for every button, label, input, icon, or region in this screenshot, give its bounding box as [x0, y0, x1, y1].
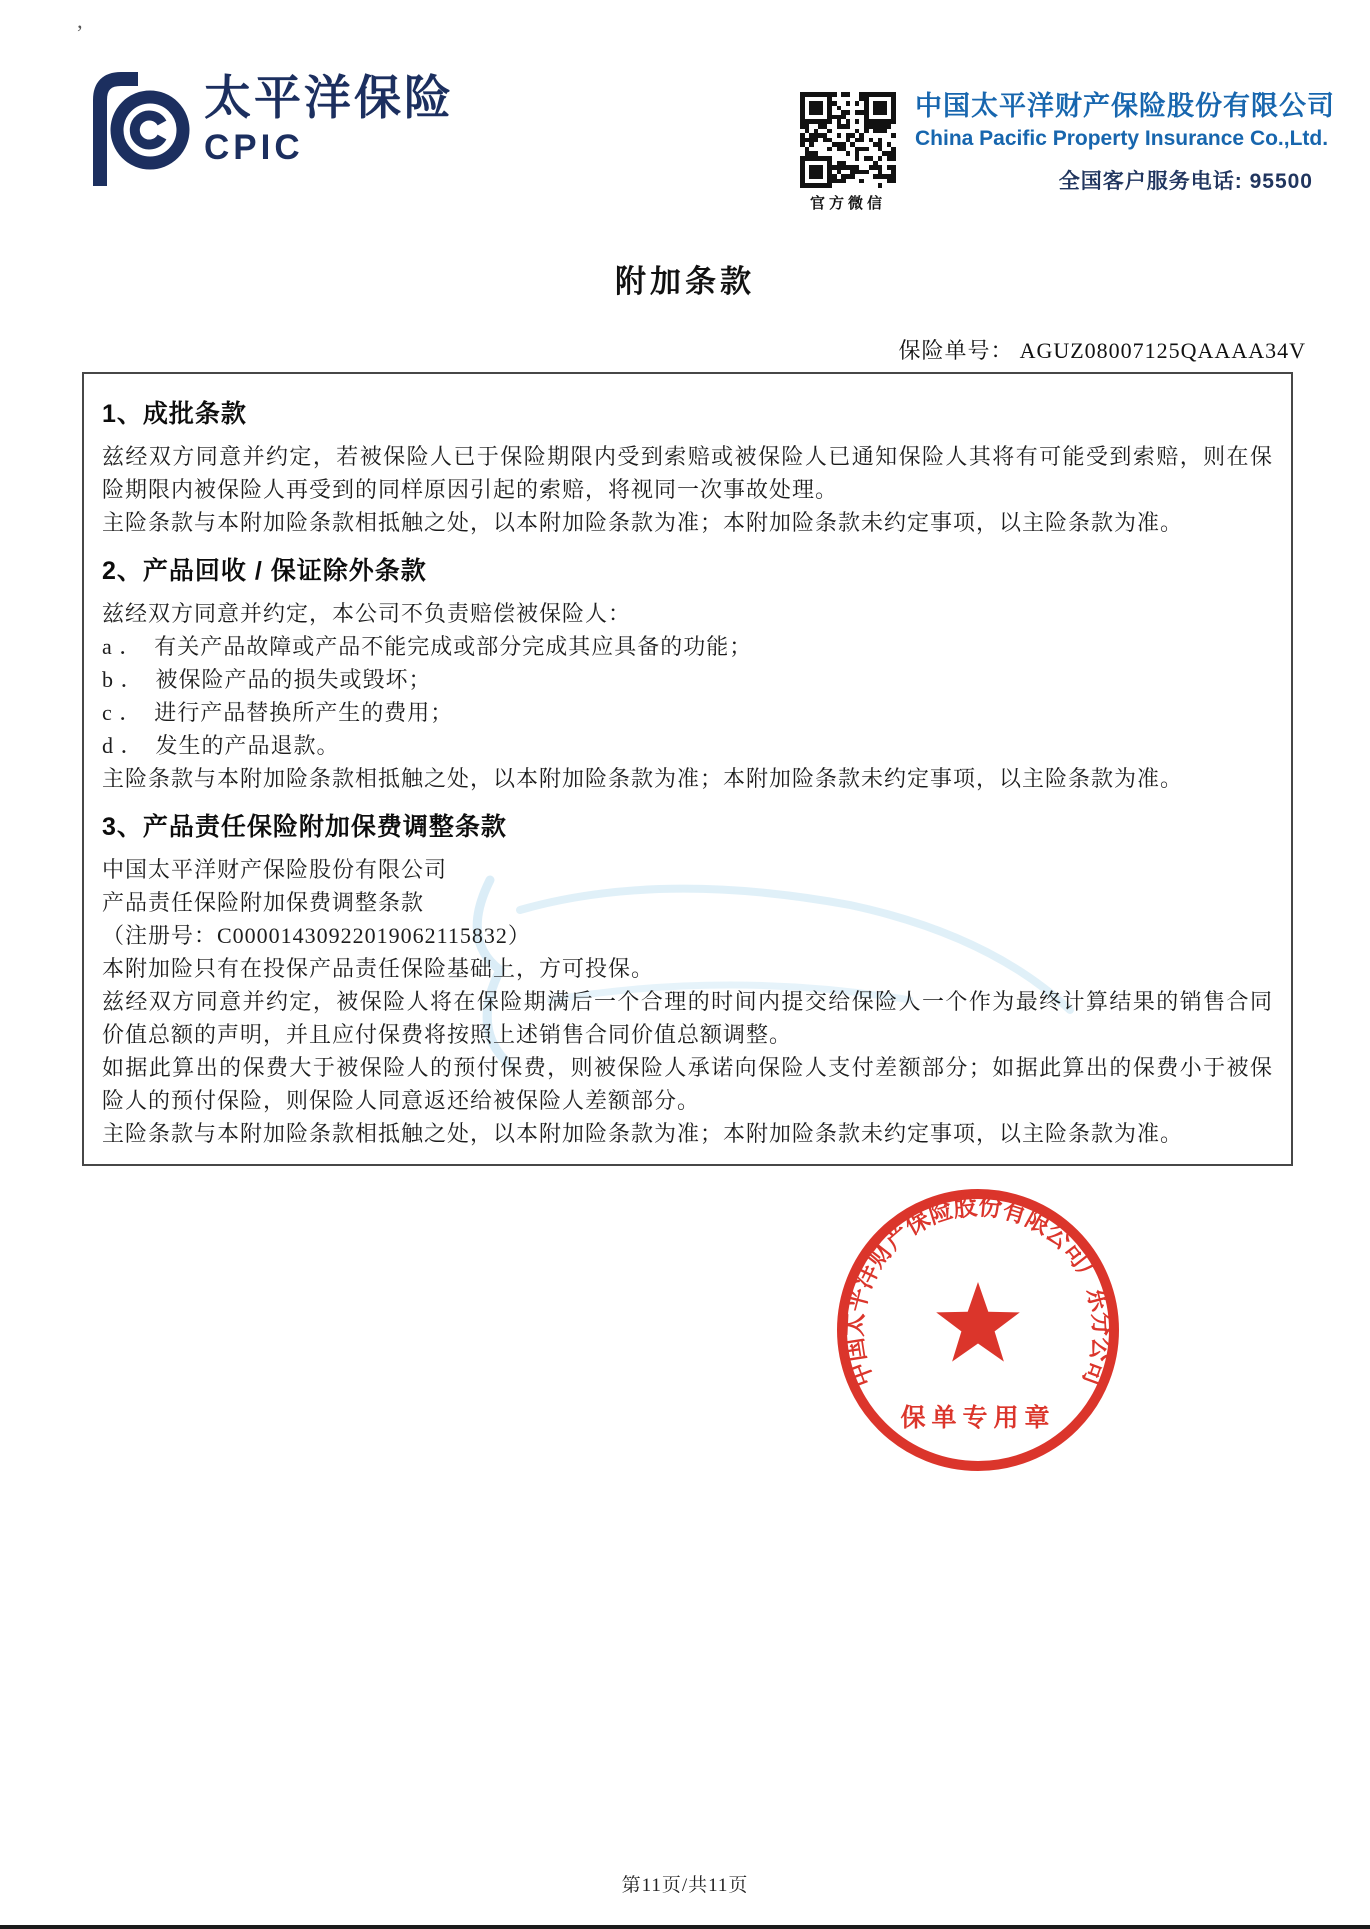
clause-section-3	[102, 807, 1273, 1150]
clause-2-paragraph: 主险条款与本附加险条款相抵触之处，以本附加险条款为准；本附加险条款未约定事项，以主险条款为准。	[102, 766, 1184, 791]
page-indicator: 第11页/共11页	[621, 1875, 749, 1896]
policy-number-label: 保险单号：	[898, 338, 1014, 363]
clause-2-heading: 2、产品回收 / 保证除外条款	[102, 557, 427, 585]
clause-3-paragraph: 如据此算出的保费大于被保险人的预付保费，则被保险人承诺向保险人支付差额部分；如据此算出的保费小于被保险人的预付保险，则保险人同意返还给被保险人差额部分。	[102, 1055, 1273, 1113]
clause-2-item-b: b ． 被保险产品的损失或毁坏；	[102, 667, 432, 692]
clause-2-item-c: c ． 进行产品替换所产生的费用；	[102, 700, 454, 725]
brand-name-cn: 太平洋保险	[204, 71, 454, 124]
service-phone	[915, 165, 1313, 195]
scan-artifact: ’	[76, 20, 84, 45]
company-block	[915, 84, 1335, 195]
clause-2-item-d: d ． 发生的产品退款。	[102, 733, 340, 758]
clause-2-paragraph: 兹经双方同意并约定，本公司不负责赔偿被保险人：	[102, 601, 632, 626]
clause-section-1	[102, 394, 1273, 539]
clause-3-paragraph: 产品责任保险附加保费调整条款	[102, 890, 425, 915]
company-name-en: China Pacific Property Insurance Co.,Ltd.	[915, 127, 1329, 150]
clause-3-paragraph: 兹经双方同意并约定，被保险人将在保险期满后一个合理的时间内提交给保险人一个作为最终计算结果的销售合同价值总额的声明，并且应付保费将按照上述销售合同价值总额调整。	[102, 989, 1273, 1047]
page-title: 附加条款	[615, 264, 755, 299]
brand-block	[204, 71, 454, 167]
clause-3-paragraph: 本附加险只有在投保产品责任保险基础上，方可投保。	[102, 956, 655, 981]
service-phone-number: 95500	[1249, 170, 1313, 193]
clause-2-item-a: a ． 有关产品故障或产品不能完成或部分完成其应具备的功能；	[102, 634, 753, 659]
cpic-logo-icon	[86, 66, 196, 188]
company-seal	[828, 1180, 1128, 1480]
policy-number-value: AGUZ08007125QAAAA34V	[1019, 338, 1306, 363]
qr-code	[800, 92, 896, 188]
service-phone-label: 全国客户服务电话:	[1058, 170, 1243, 193]
clause-3-registration-no: （注册号：C00001430922019062115832）	[102, 923, 531, 948]
company-name-cn: 中国太平洋财产保险股份有限公司	[915, 91, 1335, 121]
clauses-box	[82, 372, 1293, 1166]
clause-3-paragraph: 中国太平洋财产保险股份有限公司	[102, 857, 448, 882]
clause-section-2	[102, 551, 1273, 795]
clause-1-paragraph: 主险条款与本附加险条款相抵触之处，以本附加险条款为准；本附加险条款未约定事项，以主险条款为准。	[102, 510, 1184, 535]
qr-caption: 官方微信	[809, 195, 886, 212]
clause-1-heading: 1、成批条款	[102, 400, 247, 428]
scan-edge-artifact	[0, 1925, 1370, 1929]
policy-number-line	[899, 334, 1306, 365]
seal-ring-text: 中国太平洋财产保险股份有限公司广东分公司	[837, 1189, 1119, 1394]
star-icon	[936, 1282, 1020, 1362]
seal-bottom-text: 保单专用章	[900, 1404, 1056, 1432]
brand-name-en: CPIC	[204, 128, 304, 167]
clause-3-paragraph: 主险条款与本附加险条款相抵触之处，以本附加险条款为准；本附加险条款未约定事项，以主险条款为准。	[102, 1121, 1184, 1146]
clause-1-paragraph: 兹经双方同意并约定，若被保险人已于保险期限内受到索赔或被保险人已通知保险人其将有可能受到索赔，则在保险期限内被保险人再受到的同样原因引起的索赔，将视同一次事故处理。	[102, 444, 1273, 502]
clause-3-heading: 3、产品责任保险附加保费调整条款	[102, 813, 507, 841]
